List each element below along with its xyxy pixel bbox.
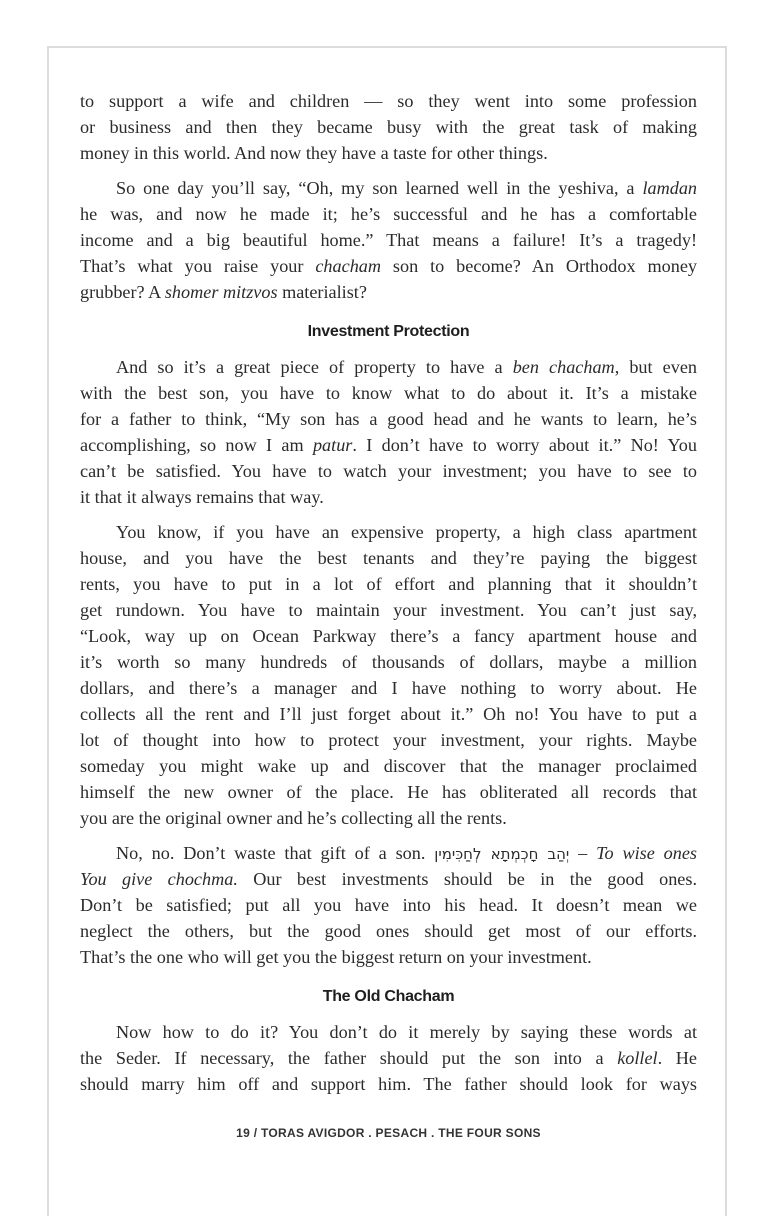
text-line [80, 701, 697, 727]
text-line [80, 140, 697, 166]
text-run: should marry him off and support him. The father should look for ways [80, 1074, 697, 1094]
section-heading: Investment Protection [307, 323, 470, 340]
text-run: rents, you have to put in a lot of effort and planning that it shouldn’t [80, 574, 697, 594]
running-footer: 19 / TORAS AVIGDOR . PESACH . THE FOUR SONS [236, 1126, 541, 1140]
text-run: for a father to think, “My son has a good head and he wants to learn, he’s [80, 409, 697, 429]
section-heading: The Old Chacham [322, 988, 455, 1005]
text-line [80, 88, 697, 114]
paragraph [80, 519, 697, 831]
text-run: . He [657, 1048, 697, 1068]
text-line [80, 944, 697, 970]
text-line [80, 753, 697, 779]
text-run: And so it’s a great piece of property to have a [116, 357, 513, 377]
hebrew-quote: יְהַב חָכְמְתָא לְחַכִּימִין [434, 845, 570, 863]
text-line [80, 114, 697, 140]
text-run: , but even [614, 357, 697, 377]
paragraph [80, 175, 697, 305]
text-run: he was, and now he made it; he’s successful and he has a comfortable [80, 204, 697, 224]
text-line [80, 279, 697, 305]
text-line [80, 406, 697, 432]
text-run: – [569, 843, 597, 863]
text-line [80, 892, 697, 918]
text-run: it that it always remains that way. [80, 487, 324, 507]
text-run: lot of thought into how to protect your investment, your rights. Maybe [80, 730, 697, 750]
italic-term: To wise ones [596, 843, 697, 863]
text-line [80, 545, 697, 571]
italic-term: shomer mitzvos [164, 282, 278, 302]
paragraph [80, 840, 697, 970]
text-line [80, 866, 697, 892]
text-line [80, 380, 697, 406]
text-run: the Seder. If necessary, the father should put the son into a [80, 1048, 618, 1068]
text-run: grubber? A [80, 282, 165, 302]
text-line [80, 519, 697, 545]
italic-term: patur [312, 435, 353, 455]
text-run: “Look, way up on Ocean Parkway there’s a fancy apartment house and [80, 626, 697, 646]
text-line [80, 649, 697, 675]
text-line [80, 805, 697, 831]
text-run: with the best son, you have to know what to do about it. It’s a mistake [80, 383, 697, 403]
text-run: . I don’t have to worry about it.” No! You [352, 435, 697, 455]
paragraph [80, 354, 697, 510]
text-line [80, 571, 697, 597]
text-run: it’s worth so many hundreds of thousands of dollars, maybe a million [80, 652, 697, 672]
text-line [80, 458, 697, 484]
text-line [80, 175, 697, 201]
text-line [80, 918, 697, 944]
text-run: you are the original owner and he’s collecting all the rents. [80, 808, 507, 828]
text-line [80, 1071, 697, 1097]
text-line [80, 432, 697, 458]
text-run: son to become? An Orthodox money [381, 256, 697, 276]
text-run: That’s what you raise your [80, 256, 316, 276]
italic-term: lamdan [642, 178, 697, 198]
text-run: dollars, and there’s a manager and I have nothing to worry about. He [80, 678, 697, 698]
text-line [80, 597, 697, 623]
text-run: collects all the rent and I’ll just forget about it.” Oh no! You have to put a [80, 704, 697, 724]
text-run: Our best investments should be in the good ones. [237, 869, 697, 889]
paragraph [80, 1019, 697, 1097]
text-line [80, 227, 697, 253]
italic-term: You give chochma. [80, 869, 238, 889]
page-body [80, 88, 697, 1106]
text-line [80, 675, 697, 701]
text-line [80, 1019, 697, 1045]
text-run: or business and then they became busy with the great task of making [80, 117, 697, 137]
text-run: Now how to do it? You don’t do it merely by saying these words at [116, 1022, 697, 1042]
text-run: money in this world. And now they have a taste for other things. [80, 143, 548, 163]
text-line [80, 1045, 697, 1071]
paragraph [80, 88, 697, 166]
text-run: can’t be satisfied. You have to watch your investment; you have to see to [80, 461, 697, 481]
text-run: So one day you’ll say, “Oh, my son learned well in the yeshiva, a [116, 178, 643, 198]
italic-term: ben chacham [512, 357, 615, 377]
text-run: You know, if you have an expensive property, a high class apartment [116, 522, 697, 542]
text-run: neglect the others, but the good ones should get most of our efforts. [80, 921, 697, 941]
text-line [80, 201, 697, 227]
text-line [80, 840, 697, 866]
text-line [80, 484, 697, 510]
text-run: No, no. Don’t waste that gift of a son. [116, 843, 435, 863]
text-line [80, 779, 697, 805]
text-run: someday you might wake up and discover that the manager proclaimed [80, 756, 697, 776]
text-run: himself the new owner of the place. He has obliterated all records that [80, 782, 697, 802]
text-run: to support a wife and children — so they went into some profession [80, 91, 697, 111]
italic-term: chacham [315, 256, 382, 276]
text-line [80, 727, 697, 753]
text-run: house, and you have the best tenants and they’re paying the biggest [80, 548, 697, 568]
text-line [80, 253, 697, 279]
text-run: Don’t be satisfied; put all you have into his head. It doesn’t mean we [80, 895, 697, 915]
text-run: accomplishing, so now I am [80, 435, 313, 455]
text-line [80, 354, 697, 380]
text-run: materialist? [277, 282, 367, 302]
text-run: get rundown. You have to maintain your investment. You can’t just say, [80, 600, 697, 620]
italic-term: kollel [617, 1048, 658, 1068]
text-run: income and a big beautiful home.” That means a failure! It’s a tragedy! [80, 230, 697, 250]
text-run: That’s the one who will get you the biggest return on your investment. [80, 947, 592, 967]
text-line [80, 623, 697, 649]
